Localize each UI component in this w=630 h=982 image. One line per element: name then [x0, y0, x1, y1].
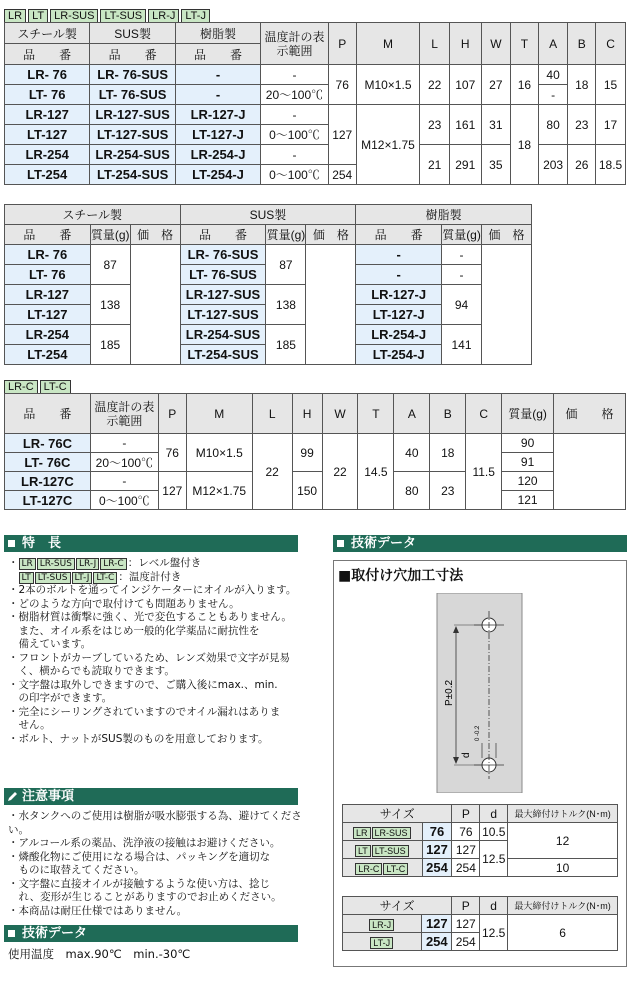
- features-header: [4, 535, 298, 552]
- c-series-tags: [4, 375, 73, 395]
- mass: 138: [266, 285, 306, 325]
- value-h: 107: [449, 65, 481, 105]
- value-w: 31: [481, 105, 511, 145]
- part-number: LR-127-SUS: [180, 285, 266, 305]
- temp-range: -: [90, 434, 158, 453]
- size-tags: LT LT-SUS: [343, 841, 423, 859]
- mass: 91: [502, 453, 554, 472]
- part-number: LT-254-J: [175, 165, 260, 185]
- part-number: LT-127C: [5, 491, 91, 510]
- value-h: 291: [449, 145, 481, 185]
- header-steel: スチール製: [5, 23, 90, 44]
- group-sus: SUS製: [180, 205, 356, 225]
- part-number: LR-127: [5, 105, 90, 125]
- tech-data-right-header: [333, 535, 627, 552]
- header-a: A: [538, 23, 568, 65]
- tag: LR: [4, 9, 26, 24]
- mass: 120: [502, 472, 554, 491]
- price: [482, 245, 532, 365]
- part-number: LT-254: [5, 165, 90, 185]
- tag: LT-SUS: [100, 9, 146, 24]
- torque-value: 12: [508, 823, 618, 859]
- header-m: M: [356, 23, 420, 65]
- features-title: 特 長: [22, 536, 62, 551]
- square-icon: [8, 930, 15, 937]
- price: [306, 245, 356, 365]
- value-l: 22: [420, 65, 450, 105]
- size-value: 254: [422, 859, 452, 877]
- value-p: 254: [328, 165, 356, 185]
- part-number: -: [356, 245, 442, 265]
- value-p: 127: [158, 472, 186, 510]
- header-l: L: [252, 394, 292, 434]
- mounting-panel: [333, 560, 627, 967]
- value-a: 80: [394, 472, 430, 510]
- header-mass: 質量(g): [502, 394, 554, 434]
- temp-range: 0～100℃: [261, 165, 329, 185]
- feature-item: く、横からでも読取りできます。: [8, 665, 175, 677]
- features-list: [8, 557, 304, 746]
- header-temp: 温度計の表示範囲: [261, 23, 329, 65]
- header-b: B: [568, 23, 596, 65]
- value-p: 76: [328, 65, 356, 105]
- value-c: 15: [596, 65, 626, 105]
- caution-item: ものに取替えてください。: [8, 864, 145, 876]
- tag: LR-SUS: [50, 9, 98, 24]
- mounting-hole-diagram: [434, 593, 524, 793]
- value-a: -: [538, 85, 568, 105]
- mass: -: [442, 245, 482, 265]
- group-steel: スチール製: [5, 205, 181, 225]
- tech-data-left-title: 技術データ: [22, 926, 88, 941]
- header-p: P: [328, 23, 356, 65]
- value-t: 16: [511, 65, 539, 105]
- temp-range: 20～100℃: [90, 453, 158, 472]
- header-temp: 温度計の表示範囲: [90, 394, 158, 434]
- part-number: LT- 76: [5, 85, 90, 105]
- mass: 138: [90, 285, 130, 325]
- temp-range: -: [261, 65, 329, 85]
- feature-item: ・文字盤は取外しできますので、ご購入後にmax.、min.: [8, 678, 278, 691]
- size-tags: LR LR-SUS: [343, 823, 423, 841]
- part-number: LR-254-J: [175, 145, 260, 165]
- torque-table-1: [342, 804, 618, 877]
- p-value: 254: [452, 859, 480, 877]
- temp-range: 0～100℃: [261, 125, 329, 145]
- label-p: P±0.2: [444, 679, 455, 707]
- part-number: LR-127-J: [356, 285, 442, 305]
- value-m: M12×1.75: [356, 105, 420, 185]
- price: [130, 245, 180, 365]
- value-p: 127: [328, 105, 356, 165]
- value-h: 161: [449, 105, 481, 145]
- value-t: 14.5: [358, 434, 394, 510]
- part-number: LR-254-J: [356, 325, 442, 345]
- tag: LR-C: [4, 380, 38, 395]
- part-number: LR- 76C: [5, 434, 91, 453]
- feature-item: ・樹脂材質は衝撃に強く、光で変色することもありません。: [8, 611, 292, 623]
- spec-table: [4, 22, 626, 185]
- mass: 121: [502, 491, 554, 510]
- part-number: LR-254: [5, 145, 90, 165]
- value-b: 23: [430, 472, 466, 510]
- mass: 185: [90, 325, 130, 365]
- operating-temp: 使用温度 max.90℃ min.-30℃: [8, 947, 191, 961]
- header-h: H: [292, 394, 322, 434]
- d-value: 10.5: [480, 823, 508, 841]
- value-m: M12×1.75: [186, 472, 252, 510]
- part-number: LR- 76-SUS: [180, 245, 266, 265]
- header-w: W: [322, 394, 358, 434]
- part-number: LR-127-SUS: [90, 105, 176, 125]
- tag: LR-J: [148, 9, 179, 24]
- header-size: サイズ: [343, 805, 452, 823]
- value-l: 23: [420, 105, 450, 145]
- part-number: LR-127C: [5, 472, 91, 491]
- p-value: 127: [452, 915, 480, 933]
- value-b: 18: [430, 434, 466, 472]
- header-sus: SUS製: [90, 23, 176, 44]
- value-a: 40: [394, 434, 430, 472]
- header-h: H: [449, 23, 481, 65]
- feature-tags-thermo: LT LT-SUS LT-J LT-C ：温度計付き: [8, 571, 304, 585]
- p-value: 76: [452, 823, 480, 841]
- feature-item: ・2本のボルトを通ってインジケーターにオイルが入ります。: [8, 584, 297, 596]
- part-number: -: [356, 265, 442, 285]
- value-b: 26: [568, 145, 596, 185]
- col-price: 価 格: [482, 225, 532, 245]
- col-part: 品 番: [356, 225, 442, 245]
- part-number: LR-254-SUS: [180, 325, 266, 345]
- part-number: LT-254-SUS: [180, 345, 266, 365]
- part-number: -: [175, 65, 260, 85]
- mounting-heading: ■取付け穴加工寸法: [338, 568, 464, 584]
- cautions-title: 注意事項: [22, 789, 75, 804]
- header-p: P: [452, 897, 480, 915]
- part-number: LR-254: [5, 325, 91, 345]
- header-torque: 最大締付けトルク(N･m): [508, 897, 618, 915]
- col-mass: 質量(g): [90, 225, 130, 245]
- c-series-table: [4, 393, 626, 510]
- cautions-list: [8, 810, 304, 918]
- subheader: 品 番: [90, 44, 176, 65]
- col-mass: 質量(g): [442, 225, 482, 245]
- value-p: 76: [158, 434, 186, 472]
- tag: LT: [28, 9, 48, 24]
- part-number: LR- 76-SUS: [90, 65, 176, 85]
- part-number: LT- 76-SUS: [90, 85, 176, 105]
- header-d: d: [480, 805, 508, 823]
- header-p: P: [158, 394, 186, 434]
- mass: -: [442, 265, 482, 285]
- col-mass: 質量(g): [266, 225, 306, 245]
- series-tags: [4, 4, 212, 24]
- group-resin: 樹脂製: [356, 205, 532, 225]
- header-price: 価 格: [554, 394, 626, 434]
- mass: 87: [90, 245, 130, 285]
- feature-item: 備えています。: [8, 638, 92, 650]
- value-c: 17: [596, 105, 626, 145]
- feature-item: ・どのような方向で取付けても問題ありません。: [8, 597, 240, 610]
- tag: LT-J: [181, 9, 210, 24]
- caution-item: ・本商品は耐圧仕様ではありません。: [8, 904, 188, 917]
- value-h: 99: [292, 434, 322, 472]
- square-icon: [337, 540, 344, 547]
- torque-value: 6: [508, 915, 618, 951]
- feature-item: の印字ができます。: [8, 692, 113, 704]
- value-m: M10×1.5: [356, 65, 420, 105]
- p-value: 127: [452, 841, 480, 859]
- value-w: 22: [322, 434, 358, 510]
- subheader: 品 番: [5, 44, 90, 65]
- d-value: 12.5: [480, 841, 508, 877]
- header-size: サイズ: [343, 897, 452, 915]
- feature-item: ・ボルト、ナットがSUS製のものを用意しております。: [8, 732, 269, 745]
- col-price: 価 格: [130, 225, 180, 245]
- part-number: LT-127: [5, 305, 91, 325]
- feature-item: ・フロントがカーブしているため、レンズ効果で文字が見易: [8, 651, 290, 664]
- part-number: LR-254-SUS: [90, 145, 176, 165]
- header-part: 品 番: [5, 394, 91, 434]
- part-number: -: [175, 85, 260, 105]
- header-b: B: [430, 394, 466, 434]
- feature-item: また、オイル系をはじめ一般的化学薬品に耐抗性を: [8, 624, 260, 637]
- size-tag: LT-J: [343, 933, 422, 951]
- part-number: LT-127-J: [356, 305, 442, 325]
- part-number: LR-127-J: [175, 105, 260, 125]
- caution-item: ・アルコール系の薬品、洗浄液の接触はお避けください。: [8, 837, 281, 849]
- header-l: L: [420, 23, 450, 65]
- temp-range: 20～100℃: [261, 85, 329, 105]
- value-l: 22: [252, 434, 292, 510]
- mass: 90: [502, 434, 554, 453]
- header-w: W: [481, 23, 511, 65]
- temp-range: 0～100℃: [90, 491, 158, 510]
- value-c: 18.5: [596, 145, 626, 185]
- value-b: 18: [568, 65, 596, 105]
- part-number: LT-254: [5, 345, 91, 365]
- header-t: T: [511, 23, 539, 65]
- mass: 141: [442, 325, 482, 365]
- tech-data-right-title: 技術データ: [351, 536, 417, 551]
- col-part: 品 番: [5, 225, 91, 245]
- value-t: 18: [511, 105, 539, 185]
- value-a: 80: [538, 105, 568, 145]
- caution-item: ・水タンクへのご使用は樹脂が吸水膨張する為、避けてください。: [8, 810, 302, 836]
- header-a: A: [394, 394, 430, 434]
- feature-item: せん。: [8, 719, 51, 731]
- caution-item: ・文字盤に直接オイルが接触するような使い方は、捻じ: [8, 877, 270, 890]
- value-a: 40: [538, 65, 568, 85]
- mass: 87: [266, 245, 306, 285]
- size-tags: LR-C LT-C: [343, 859, 423, 877]
- tech-data-left-header: [4, 925, 298, 942]
- header-torque: 最大締付けトルク(N･m): [508, 805, 618, 823]
- value-c: 11.5: [466, 434, 502, 510]
- value-w: 27: [481, 65, 511, 105]
- value-a: 203: [538, 145, 568, 185]
- value-w: 35: [481, 145, 511, 185]
- price: [554, 434, 626, 510]
- part-number: LR- 76: [5, 65, 90, 85]
- value-m: M10×1.5: [186, 434, 252, 472]
- part-number: LT-127-SUS: [90, 125, 176, 145]
- header-resin: 樹脂製: [175, 23, 260, 44]
- header-c: C: [596, 23, 626, 65]
- header-d: d: [480, 897, 508, 915]
- header-t: T: [358, 394, 394, 434]
- part-number: LR- 76: [5, 245, 91, 265]
- mass-price-table: [4, 204, 532, 365]
- torque-value: 10: [508, 859, 618, 877]
- temp-range: -: [261, 105, 329, 125]
- caution-item: ・燐酸化物にご使用になる場合は、パッキングを適切な: [8, 850, 271, 863]
- value-l: 21: [420, 145, 450, 185]
- header-m: M: [186, 394, 252, 434]
- feature-item: ・完全にシーリングされていますのでオイル漏れはありま: [8, 705, 281, 718]
- value-b: 23: [568, 105, 596, 145]
- size-value: 76: [422, 823, 452, 841]
- part-number: LT- 76: [5, 265, 91, 285]
- square-icon: [8, 540, 15, 547]
- subheader: 品 番: [175, 44, 260, 65]
- mass: 185: [266, 325, 306, 365]
- part-number: LT-254-SUS: [90, 165, 176, 185]
- part-number: LT-127-SUS: [180, 305, 266, 325]
- part-number: LT-127: [5, 125, 90, 145]
- torque-table-2: [342, 896, 618, 951]
- header-p: P: [452, 805, 480, 823]
- mass: 94: [442, 285, 482, 325]
- part-number: LT-127-J: [175, 125, 260, 145]
- label-tolerance: 0 -0.2: [475, 725, 481, 741]
- size-value: 127: [422, 841, 452, 859]
- part-number: LT-254-J: [356, 345, 442, 365]
- p-value: 254: [452, 933, 480, 951]
- part-number: LT- 76C: [5, 453, 91, 472]
- part-number: LR-127: [5, 285, 91, 305]
- col-part: 品 番: [180, 225, 266, 245]
- size-value: 254: [422, 933, 452, 951]
- pencil-icon: [7, 790, 19, 802]
- temp-range: -: [90, 472, 158, 491]
- size-value: 127: [422, 915, 452, 933]
- feature-tags-level: ・ LR LR-SUS LR-J LR-C ：レベル盤付き: [8, 557, 202, 569]
- temp-range: -: [261, 145, 329, 165]
- d-value: 12.5: [480, 915, 508, 951]
- cautions-header: [4, 788, 298, 805]
- size-tag: LR-J: [343, 915, 422, 933]
- header-c: C: [466, 394, 502, 434]
- value-h: 150: [292, 472, 322, 510]
- caution-item: れ、変形が生じることがありますのでお止めください。: [8, 891, 282, 903]
- col-price: 価 格: [306, 225, 356, 245]
- tag: LT-C: [40, 380, 71, 395]
- part-number: LT- 76-SUS: [180, 265, 266, 285]
- label-d: d: [461, 752, 472, 758]
